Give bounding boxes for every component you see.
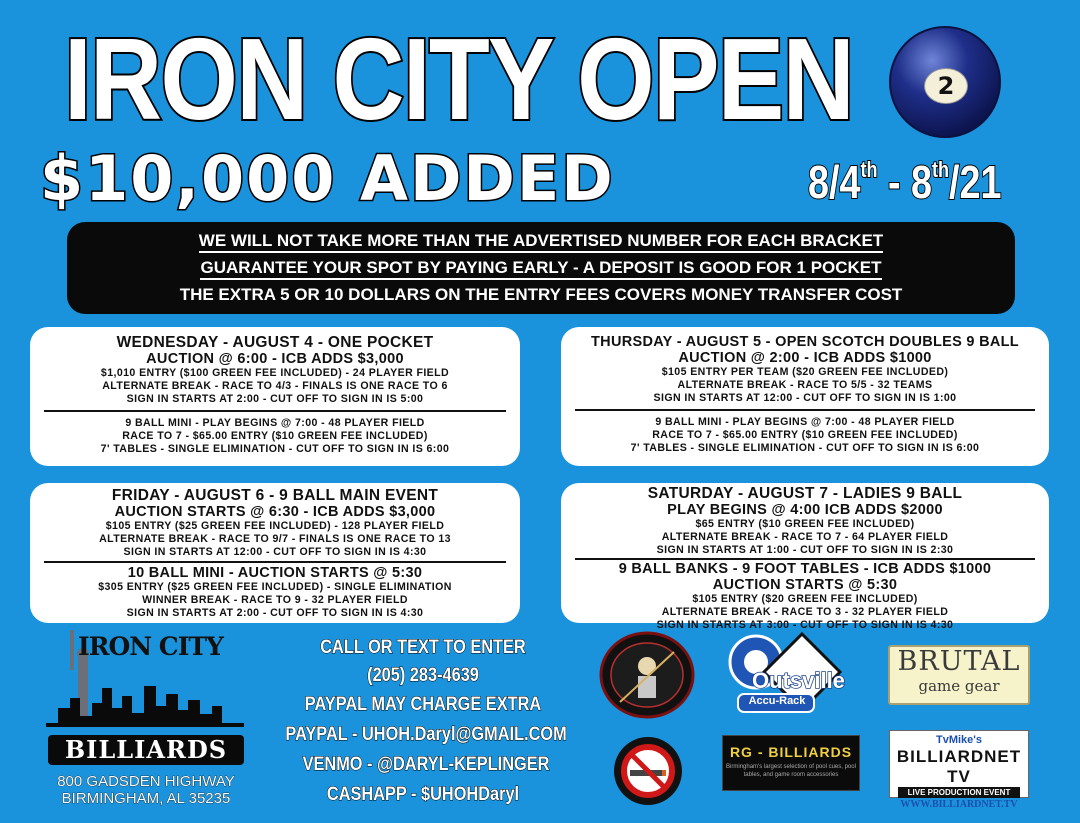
paypal-note: PAYPAL MAY CHARGE EXTRA — [304, 694, 542, 715]
brutal-name: BRUTAL — [897, 646, 1021, 677]
mini-detail: RACE TO 7 - $65.00 ENTRY ($10 GREEN FEE INCLUDED) — [122, 430, 428, 442]
event-auction: AUCTION @ 2:00 - ICB ADDS $1000 — [678, 350, 932, 366]
event-detail: ALTERNATE BREAK - RACE TO 5/5 - 32 TEAMS — [677, 379, 933, 391]
mini-detail: 7' TABLES - SINGLE ELIMINATION - CUT OFF TO SIGN IN IS 6:00 — [630, 442, 980, 454]
divider — [44, 561, 506, 563]
paypal-account[interactable]: PAYPAL - UHOH.Daryl@GMAIL.COM — [285, 724, 567, 745]
custom-cue-logo — [598, 632, 696, 718]
event-title: IRON CITY OPEN — [64, 14, 853, 144]
phone-number[interactable]: (205) 283-4639 — [367, 665, 479, 686]
date-start-suffix: th — [860, 157, 878, 182]
contact-heading: CALL OR TEXT TO ENTER — [320, 637, 526, 658]
event-detail: SIGN IN STARTS AT 12:00 - CUT OFF TO SIGN IN IS 4:30 — [123, 546, 427, 558]
outsville-logo — [726, 632, 854, 716]
notice-line: GUARANTEE YOUR SPOT BY PAYING EARLY - A DEPOSIT IS GOOD FOR 1 POCKET — [67, 255, 1015, 282]
banks-detail: ALTERNATE BREAK - RACE TO 3 - 32 PLAYER FIELD — [661, 606, 949, 618]
venue-logo-bottom: BILLIARDS — [64, 735, 228, 764]
date-start: 8/4 — [808, 156, 861, 208]
event-detail: $105 ENTRY ($25 GREEN FEE INCLUDED) - 128 PLAYER FIELD — [105, 520, 445, 532]
bnet-website[interactable]: WWW.BILLIARDNET.TV — [900, 799, 1018, 810]
banks-heading: 9 BALL BANKS - 9 FOOT TABLES - ICB ADDS $1000 — [618, 561, 992, 577]
venue-logo-top: IRON CITY — [78, 632, 223, 661]
venue-address-line2: BIRMINGHAM, AL 35235 — [61, 790, 231, 807]
event-card-thursday — [561, 327, 1049, 466]
event-auction: AUCTION STARTS @ 6:30 - ICB ADDS $3,000 — [114, 504, 436, 520]
no-smoking-sign — [612, 735, 684, 807]
mini-detail: 7' TABLES - SINGLE ELIMINATION - CUT OFF TO SIGN IN IS 6:00 — [100, 443, 450, 455]
mini-detail: 9 BALL MINI - PLAY BEGINS @ 7:00 - 48 PLAYER FIELD — [125, 417, 425, 429]
mini-detail: RACE TO 7 - $65.00 ENTRY ($10 GREEN FEE INCLUDED) — [652, 429, 958, 441]
event-detail: $105 ENTRY PER TEAM ($20 GREEN FEE INCLUDED) — [661, 366, 949, 378]
rg-billiards-logo — [722, 735, 860, 791]
event-detail: $1,010 ENTRY ($100 GREEN FEE INCLUDED) - 24 PLAYER FIELD — [100, 367, 450, 379]
rg-name: RG - BILLIARDS — [729, 744, 853, 760]
mini-detail: $305 ENTRY ($25 GREEN FEE INCLUDED) - SINGLE ELIMINATION — [98, 581, 452, 593]
event-auction: AUCTION @ 6:00 - ICB ADDS $3,000 — [146, 351, 404, 367]
event-detail: SIGN IN STARTS AT 12:00 - CUT OFF TO SIGN IN IS 1:00 — [653, 392, 957, 404]
brutal-game-gear-logo — [888, 645, 1030, 705]
divider — [575, 409, 1035, 411]
outsville-tagline: Accu-Rack — [748, 695, 806, 707]
two-ball-icon — [889, 26, 1001, 138]
bnet-name: BILLIARDNET TV — [896, 747, 1022, 786]
venue-logo — [40, 628, 250, 768]
venue-address-line1: 800 GADSDEN HIGHWAY — [57, 773, 235, 790]
mini-detail: 9 BALL MINI - PLAY BEGINS @ 7:00 - 48 PLAYER FIELD — [655, 416, 955, 428]
divider — [575, 558, 1035, 560]
event-card-friday — [30, 483, 520, 623]
event-detail: SIGN IN STARTS AT 1:00 - CUT OFF TO SIGN IN IS 2:30 — [656, 544, 954, 556]
event-card-wednesday — [30, 327, 520, 466]
venmo-account[interactable]: VENMO - @DARYL-KEPLINGER — [302, 754, 550, 775]
date-end: - 8 — [877, 156, 932, 208]
outsville-name: Outsville — [752, 668, 845, 693]
banks-detail: SIGN IN STARTS AT 3:00 - CUT OFF TO SIGN IN IS 4:30 — [656, 619, 954, 631]
event-detail: ALTERNATE BREAK - RACE TO 7 - 64 PLAYER FIELD — [661, 531, 949, 543]
divider — [44, 410, 506, 412]
event-heading: FRIDAY - AUGUST 6 - 9 BALL MAIN EVENT — [111, 487, 439, 504]
mini-detail: SIGN IN STARTS AT 2:00 - CUT OFF TO SIGN IN IS 4:30 — [126, 607, 424, 619]
cashapp-account[interactable]: CASHAPP - $UHOHDaryl — [326, 784, 520, 805]
event-detail: $65 ENTRY ($10 GREEN FEE INCLUDED) — [695, 518, 915, 530]
added-money-banner: $10,000 ADDED — [40, 142, 615, 215]
event-detail: SIGN IN STARTS AT 2:00 - CUT OFF TO SIGN IN IS 5:00 — [126, 393, 424, 405]
banks-auction: AUCTION STARTS @ 5:30 — [712, 577, 898, 593]
notice-line: THE EXTRA 5 OR 10 DOLLARS ON THE ENTRY FEES COVERS MONEY TRANSFER COST — [179, 285, 903, 304]
event-heading: WEDNESDAY - AUGUST 4 - ONE POCKET — [116, 334, 434, 351]
event-heading: SATURDAY - AUGUST 7 - LADIES 9 BALL — [647, 485, 963, 502]
event-heading: THURSDAY - AUGUST 5 - OPEN SCOTCH DOUBLES 9 BALL — [591, 334, 1019, 350]
bnet-tagline: LIVE PRODUCTION EVENT — [898, 787, 1020, 798]
mini-heading: 10 BALL MINI - AUCTION STARTS @ 5:30 — [127, 565, 423, 581]
event-detail: ALTERNATE BREAK - RACE TO 4/3 - FINALS IS ONE RACE TO 6 — [102, 380, 448, 392]
event-detail: ALTERNATE BREAK - RACE TO 9/7 - FINALS IS ONE RACE TO 13 — [99, 533, 451, 545]
event-dates — [808, 150, 1021, 214]
event-start: PLAY BEGINS @ 4:00 ICB ADDS $2000 — [667, 502, 943, 518]
brutal-tagline: game gear — [918, 677, 1000, 695]
billiardnet-tv-logo — [889, 730, 1029, 810]
notice-bar — [67, 222, 1015, 314]
bnet-owner: TvMike's — [935, 734, 983, 746]
notice-line: WE WILL NOT TAKE MORE THAN THE ADVERTISED NUMBER FOR EACH BRACKET — [67, 228, 1015, 255]
event-card-saturday — [561, 483, 1049, 631]
date-year: /21 — [949, 156, 1002, 208]
cue-sponsor-icon — [598, 632, 696, 718]
rg-tagline: Birmingham's largest selection of pool cues, pool tables, and game room accessories — [726, 764, 856, 778]
banks-detail: $105 ENTRY ($20 GREEN FEE INCLUDED) — [692, 593, 918, 605]
date-end-suffix: th — [931, 157, 950, 182]
mini-detail: WINNER BREAK - RACE TO 9 - 32 PLAYER FIELD — [142, 594, 408, 606]
no-smoking-icon — [612, 735, 684, 807]
ball-number: 2 — [924, 68, 968, 104]
